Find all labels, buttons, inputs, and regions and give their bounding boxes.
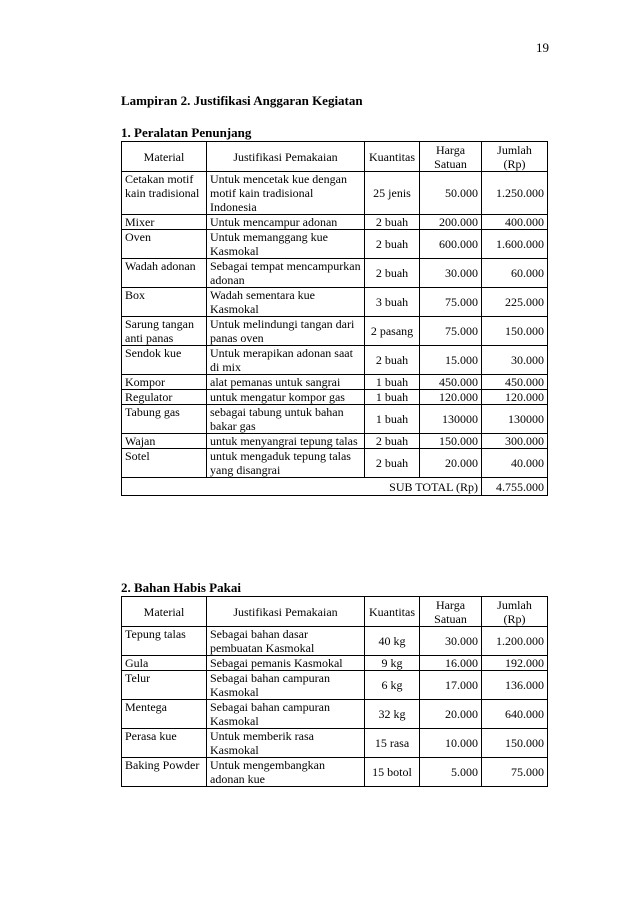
section-2-heading: 2. Bahan Habis Pakai xyxy=(121,580,241,595)
cell-justification: Untuk mengembangkan adonan kue xyxy=(207,758,365,787)
cell-price: 50.000 xyxy=(420,172,482,215)
cell-justification: Sebagai pemanis Kasmokal xyxy=(207,656,365,671)
cell-total: 1.200.000 xyxy=(482,627,548,656)
col-header-quantity: Kuantitas xyxy=(365,597,420,627)
cell-quantity: 9 kg xyxy=(365,656,420,671)
cell-price: 30.000 xyxy=(420,259,482,288)
page-number: 19 xyxy=(536,40,549,55)
cell-justification: Sebagai bahan campuran Kasmokal xyxy=(207,700,365,729)
subtotal-row xyxy=(122,478,548,496)
table-row xyxy=(122,405,548,434)
table-row xyxy=(122,700,548,729)
cell-total: 192.000 xyxy=(482,656,548,671)
table-row xyxy=(122,259,548,288)
table-row xyxy=(122,434,548,449)
table-header-row xyxy=(122,597,548,627)
cell-quantity: 2 buah xyxy=(365,230,420,259)
table-row xyxy=(122,172,548,215)
cell-total: 1.250.000 xyxy=(482,172,548,215)
table-header-row xyxy=(122,142,548,172)
cell-total: 225.000 xyxy=(482,288,548,317)
cell-justification: Sebagai tempat mencampurkan adonan xyxy=(207,259,365,288)
col-header-justification: Justifikasi Pemakaian xyxy=(207,597,365,627)
cell-quantity: 15 rasa xyxy=(365,729,420,758)
cell-material: Kompor xyxy=(122,375,207,390)
table-row xyxy=(122,656,548,671)
table-row xyxy=(122,449,548,478)
cell-price: 130000 xyxy=(420,405,482,434)
cell-quantity: 1 buah xyxy=(365,390,420,405)
cell-justification: Wadah sementara kue Kasmokal xyxy=(207,288,365,317)
cell-price: 5.000 xyxy=(420,758,482,787)
cell-material: Wajan xyxy=(122,434,207,449)
cell-quantity: 25 jenis xyxy=(365,172,420,215)
cell-total: 1.600.000 xyxy=(482,230,548,259)
cell-material: Baking Powder xyxy=(122,758,207,787)
cell-price: 15.000 xyxy=(420,346,482,375)
cell-price: 16.000 xyxy=(420,656,482,671)
cell-justification: untuk mengatur kompor gas xyxy=(207,390,365,405)
cell-total: 150.000 xyxy=(482,729,548,758)
cell-total: 60.000 xyxy=(482,259,548,288)
table-row xyxy=(122,215,548,230)
cell-material: Tepung talas xyxy=(122,627,207,656)
col-header-justification: Justifikasi Pemakaian xyxy=(207,142,365,172)
cell-justification: Untuk memanggang kue Kasmokal xyxy=(207,230,365,259)
cell-total: 640.000 xyxy=(482,700,548,729)
cell-justification: Untuk memberik rasa Kasmokal xyxy=(207,729,365,758)
cell-price: 200.000 xyxy=(420,215,482,230)
table-row xyxy=(122,390,548,405)
cell-quantity: 3 buah xyxy=(365,288,420,317)
cell-total: 40.000 xyxy=(482,449,548,478)
table-row xyxy=(122,346,548,375)
cell-material: Sendok kue xyxy=(122,346,207,375)
cell-quantity: 2 buah xyxy=(365,449,420,478)
equipment-table xyxy=(121,141,548,496)
cell-quantity: 2 buah xyxy=(365,346,420,375)
cell-justification: Untuk melindungi tangan dari panas oven xyxy=(207,317,365,346)
cell-total: 136.000 xyxy=(482,671,548,700)
cell-material: Perasa kue xyxy=(122,729,207,758)
cell-price: 17.000 xyxy=(420,671,482,700)
cell-quantity: 32 kg xyxy=(365,700,420,729)
cell-price: 120.000 xyxy=(420,390,482,405)
cell-price: 10.000 xyxy=(420,729,482,758)
cell-price: 20.000 xyxy=(420,449,482,478)
col-header-total: Jumlah (Rp) xyxy=(482,142,548,172)
table-row xyxy=(122,230,548,259)
cell-justification: untuk mengaduk tepung talas yang disangrai xyxy=(207,449,365,478)
cell-quantity: 1 buah xyxy=(365,405,420,434)
cell-material: Mentega xyxy=(122,700,207,729)
cell-quantity: 40 kg xyxy=(365,627,420,656)
cell-material: Mixer xyxy=(122,215,207,230)
table-row xyxy=(122,671,548,700)
cell-quantity: 2 buah xyxy=(365,259,420,288)
table-row xyxy=(122,758,548,787)
cell-quantity: 2 pasang xyxy=(365,317,420,346)
cell-justification: alat pemanas untuk sangrai xyxy=(207,375,365,390)
cell-price: 75.000 xyxy=(420,317,482,346)
cell-material: Oven xyxy=(122,230,207,259)
cell-justification: Sebagai bahan campuran Kasmokal xyxy=(207,671,365,700)
table-row xyxy=(122,375,548,390)
cell-total: 130000 xyxy=(482,405,548,434)
table-row xyxy=(122,729,548,758)
cell-total: 75.000 xyxy=(482,758,548,787)
table-row xyxy=(122,627,548,656)
col-header-price: Harga Satuan xyxy=(420,597,482,627)
cell-quantity: 2 buah xyxy=(365,215,420,230)
consumables-table xyxy=(121,596,548,787)
cell-total: 120.000 xyxy=(482,390,548,405)
cell-total: 30.000 xyxy=(482,346,548,375)
cell-price: 150.000 xyxy=(420,434,482,449)
cell-total: 150.000 xyxy=(482,317,548,346)
cell-price: 75.000 xyxy=(420,288,482,317)
cell-total: 400.000 xyxy=(482,215,548,230)
cell-material: Tabung gas xyxy=(122,405,207,434)
cell-price: 450.000 xyxy=(420,375,482,390)
cell-material: Cetakan motif kain tradisional xyxy=(122,172,207,215)
table-row xyxy=(122,317,548,346)
cell-total: 300.000 xyxy=(482,434,548,449)
cell-material: Sotel xyxy=(122,449,207,478)
document-title: Lampiran 2. Justifikasi Anggaran Kegiatan xyxy=(121,93,363,108)
cell-material: Regulator xyxy=(122,390,207,405)
col-header-price: Harga Satuan xyxy=(420,142,482,172)
section-1-heading: 1. Peralatan Penunjang xyxy=(121,125,252,140)
cell-material: Wadah adonan xyxy=(122,259,207,288)
cell-total: 450.000 xyxy=(482,375,548,390)
cell-justification: Untuk mencampur adonan xyxy=(207,215,365,230)
col-header-material: Material xyxy=(122,597,207,627)
col-header-material: Material xyxy=(122,142,207,172)
cell-quantity: 15 botol xyxy=(365,758,420,787)
cell-justification: Untuk merapikan adonan saat di mix xyxy=(207,346,365,375)
cell-quantity: 1 buah xyxy=(365,375,420,390)
cell-material: Gula xyxy=(122,656,207,671)
cell-justification: sebagai tabung untuk bahan bakar gas xyxy=(207,405,365,434)
cell-price: 600.000 xyxy=(420,230,482,259)
cell-justification: Sebagai bahan dasar pembuatan Kasmokal xyxy=(207,627,365,656)
col-header-quantity: Kuantitas xyxy=(365,142,420,172)
cell-quantity: 2 buah xyxy=(365,434,420,449)
cell-price: 20.000 xyxy=(420,700,482,729)
cell-quantity: 6 kg xyxy=(365,671,420,700)
cell-price: 30.000 xyxy=(420,627,482,656)
cell-material: Box xyxy=(122,288,207,317)
cell-material: Sarung tangan anti panas xyxy=(122,317,207,346)
cell-justification: Untuk mencetak kue dengan motif kain tradisional Indonesia xyxy=(207,172,365,215)
subtotal-value: 4.755.000 xyxy=(482,478,548,496)
cell-material: Telur xyxy=(122,671,207,700)
cell-justification: untuk menyangrai tepung talas xyxy=(207,434,365,449)
subtotal-label: SUB TOTAL (Rp) xyxy=(122,478,482,496)
table-row xyxy=(122,288,548,317)
col-header-total: Jumlah (Rp) xyxy=(482,597,548,627)
